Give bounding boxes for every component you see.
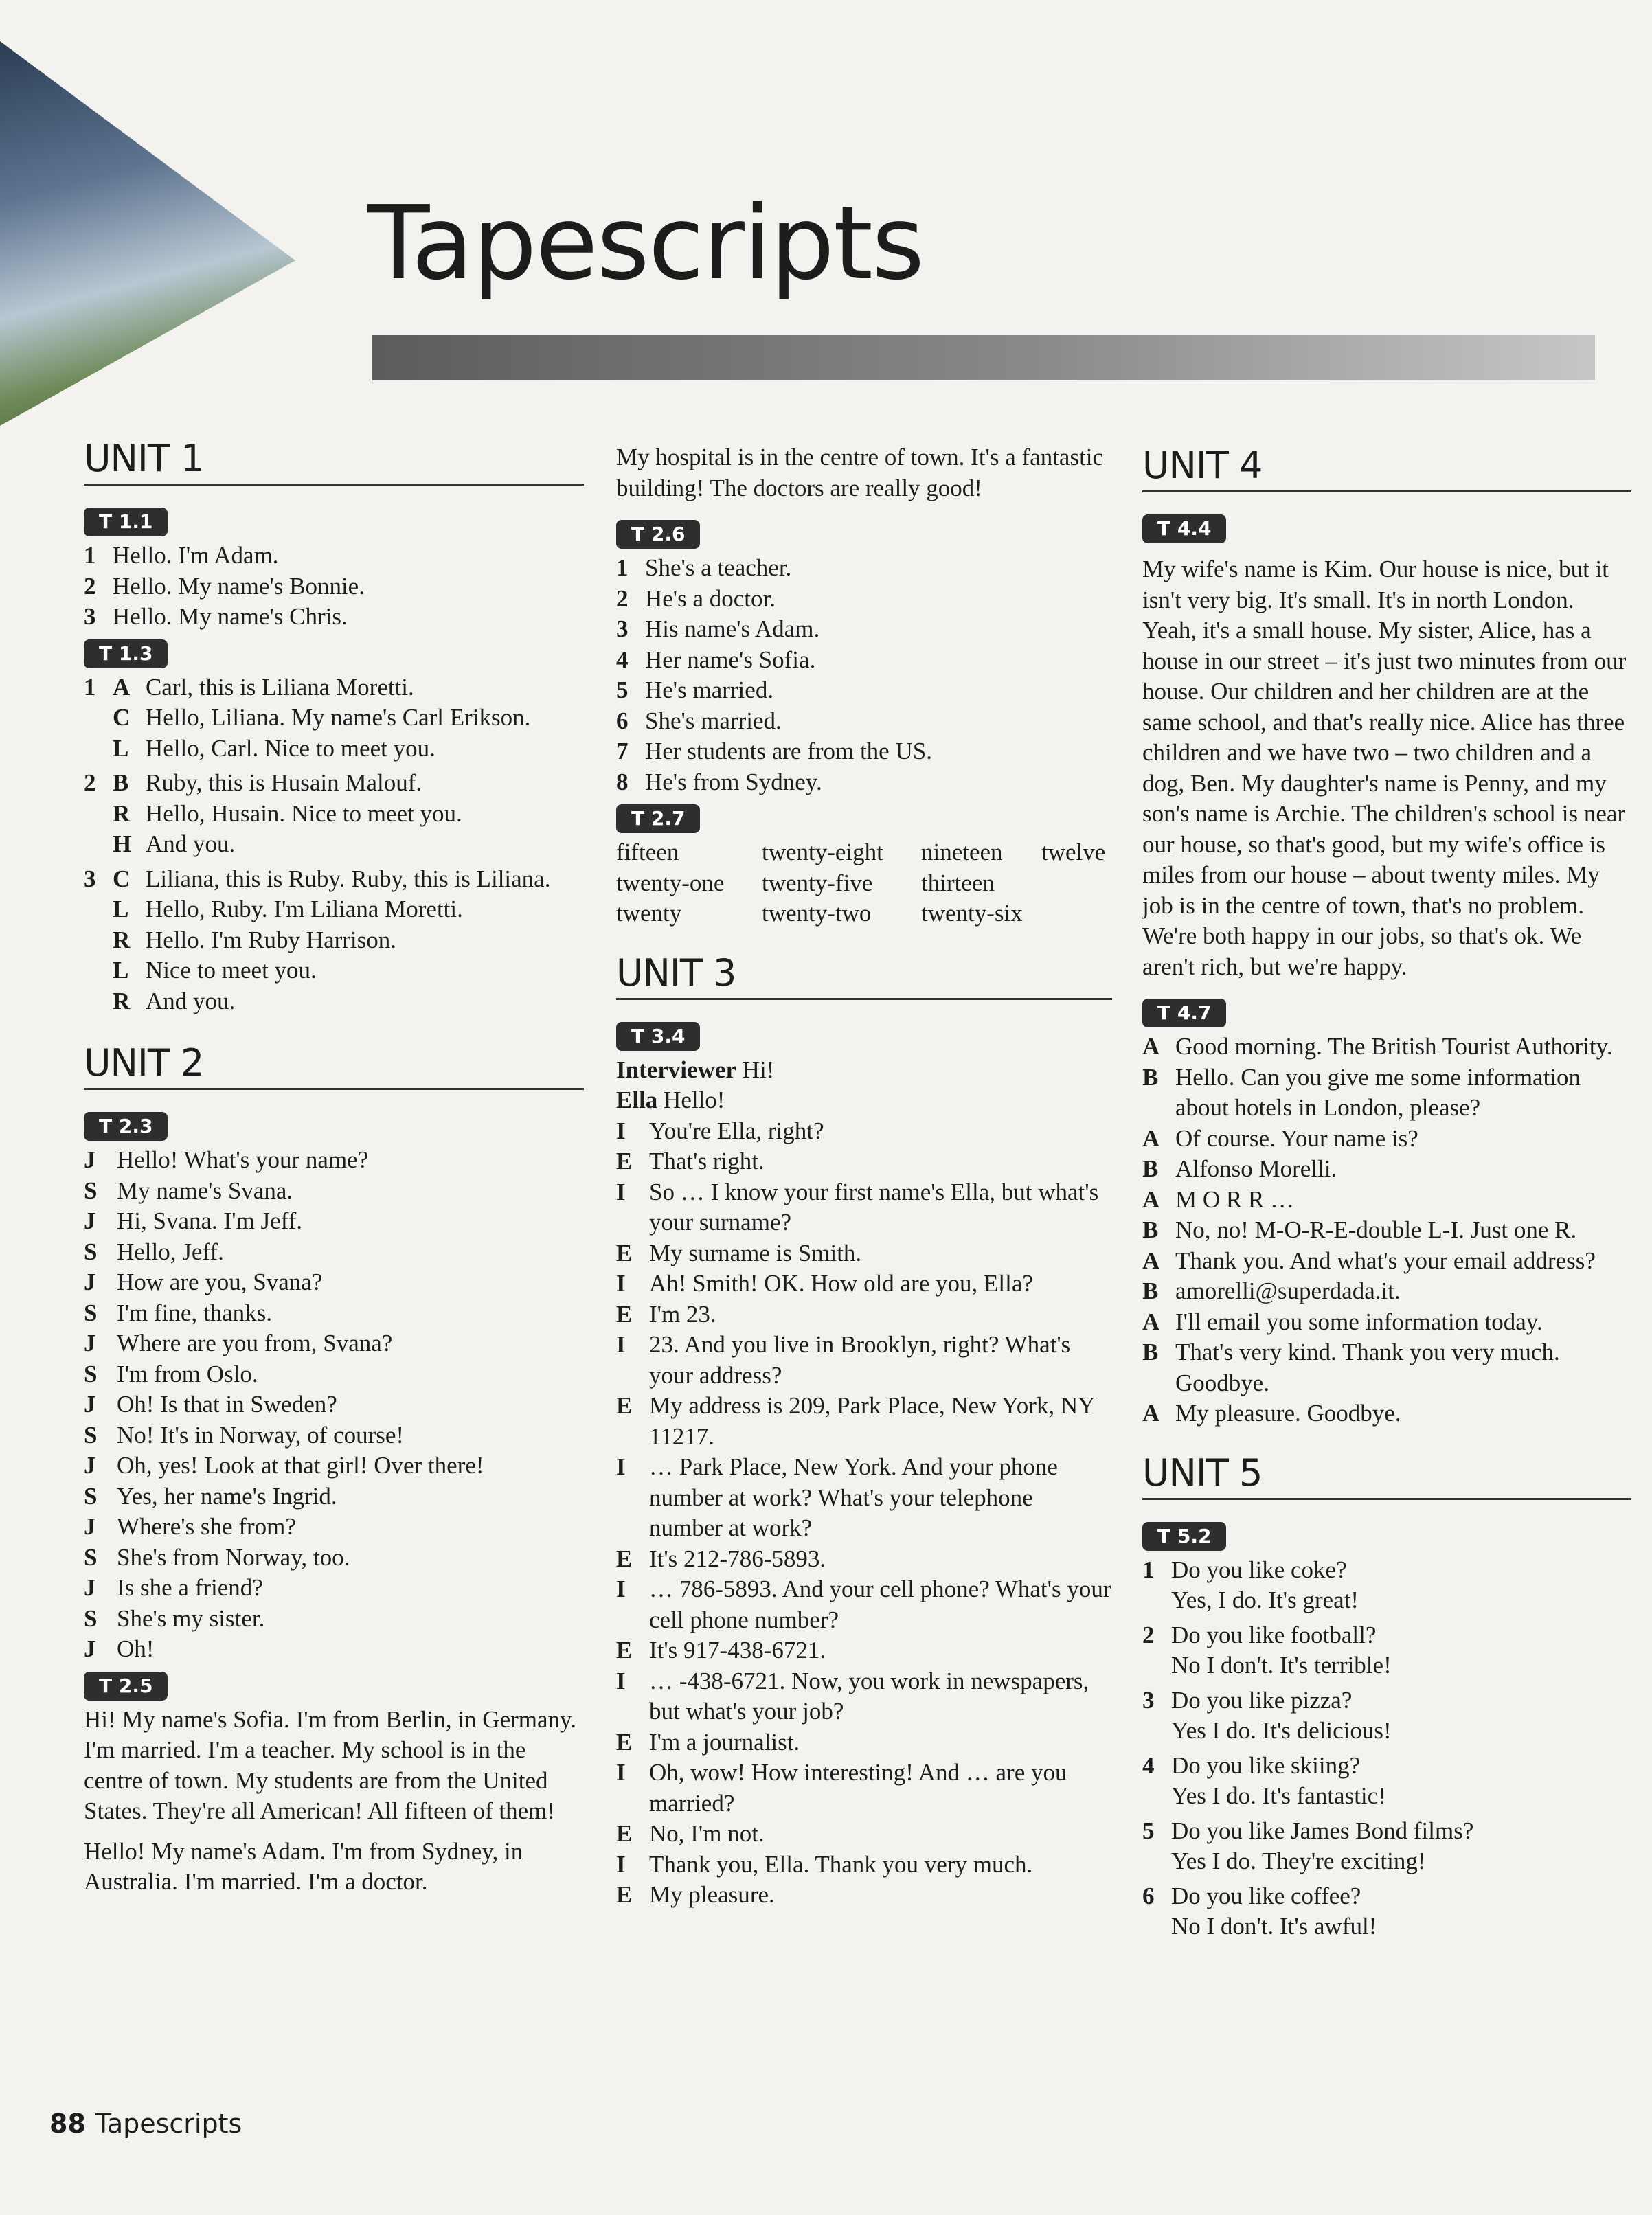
dialogue-1: 1 A Carl, this is Liliana Moretti. C Hello, Liliana. My name's Carl Erikson. L Hello, Carl. Nice to meet you.: [84, 672, 584, 764]
number-word: [1041, 898, 1124, 929]
script-line: 1 Hello. I'm Adam.: [84, 542, 279, 569]
script-line: E No, I'm not.: [616, 1820, 765, 1847]
tag-t2-7: T 2.7: [616, 804, 700, 833]
column-1: [84, 438, 584, 1907]
script-line: E I'm 23.: [616, 1300, 716, 1328]
script-line: E My address is 209, Park Place, New York, NY 11217.: [616, 1392, 1095, 1450]
script-line: R Hello, Husain. Nice to meet you.: [113, 799, 462, 827]
script-line: 3 His name's Adam.: [616, 615, 820, 642]
script-line: L Hello, Ruby. I'm Liliana Moretti.: [113, 896, 463, 922]
script-line: E My pleasure.: [616, 1881, 775, 1908]
script-line: R And you.: [113, 987, 236, 1014]
script-line: J Oh, yes! Look at that girl! Over there!: [84, 1452, 484, 1479]
tag-t1-3: T 1.3: [84, 639, 168, 668]
qa-item: 5 Do you like James Bond films? Yes I do. They're exciting!: [1142, 1817, 1474, 1874]
script-line: 2 Hello. My name's Bonnie.: [84, 572, 365, 600]
unit-3-heading: UNIT 3: [616, 953, 1112, 1000]
unit-2-heading: UNIT 2: [84, 1043, 584, 1090]
unit-1-heading: UNIT 1: [84, 438, 584, 486]
qa-item: 4 Do you like skiing? Yes I do. It's fantastic!: [1142, 1751, 1386, 1809]
script-line: J Is she a friend?: [84, 1574, 263, 1601]
script-line: C Hello, Liliana. My name's Carl Erikson.: [113, 704, 531, 731]
number-word: twenty-eight: [762, 839, 883, 865]
qa-item: 3 Do you like pizza? Yes I do. It's delicious!: [1142, 1686, 1392, 1744]
tag-t3-4: T 3.4: [616, 1022, 700, 1051]
script-line: E My surname is Smith.: [616, 1239, 862, 1266]
number-word: twenty: [616, 900, 682, 927]
script-line: J Oh! Is that in Sweden?: [84, 1391, 337, 1418]
script-line: J Where are you from, Svana?: [84, 1330, 393, 1356]
script-line: E That's right.: [616, 1148, 765, 1174]
script-line: S Hello, Jeff.: [84, 1238, 224, 1265]
script-line: J Hi, Svana. I'm Jeff.: [84, 1207, 303, 1234]
script-line: 7 Her students are from the US.: [616, 738, 932, 764]
t2-3-lines: [84, 1145, 584, 1665]
script-line: I You're Ella, right?: [616, 1117, 824, 1144]
script-line: I … 786-5893. And your cell phone? What's your cell phone number?: [616, 1576, 1111, 1633]
t4-7-lines: [1142, 1032, 1631, 1429]
tag-t2-3: T 2.3: [84, 1112, 168, 1141]
t2-6-lines: [616, 553, 1112, 797]
script-line: S She's from Norway, too.: [84, 1543, 350, 1571]
script-line: I … Park Place, New York. And your phone number at work? What's your telephone number at work?: [616, 1453, 1058, 1541]
number-word: thirteen: [921, 869, 995, 896]
script-line: L Hello, Carl. Nice to meet you.: [113, 734, 435, 762]
tag-t4-4: T 4.4: [1142, 514, 1226, 543]
page-number: 88: [49, 2109, 86, 2139]
script-line: A I'll email you some information today.: [1142, 1308, 1543, 1335]
tag-t2-6: T 2.6: [616, 520, 700, 549]
script-line: J Hello! What's your name?: [84, 1146, 369, 1173]
script-line: B Ruby, this is Husain Malouf.: [113, 769, 422, 796]
t2-7-numbers: [616, 837, 1112, 929]
script-line: A Good morning. The British Tourist Authority.: [1142, 1033, 1613, 1060]
script-line: B Hello. Can you give me some information about hotels in London, please?: [1142, 1063, 1581, 1121]
qa-item: 1 Do you like coke? Yes, I do. It's great!: [1142, 1556, 1359, 1613]
script-line: J Where's she from?: [84, 1513, 296, 1540]
footer-label: Tapescripts: [95, 2109, 242, 2139]
script-line: Ella Hello!: [616, 1087, 725, 1113]
script-line: B amorelli@superdada.it.: [1142, 1277, 1401, 1304]
dialogue-2: 2 B Ruby, this is Husain Malouf. R Hello, Husain. Nice to meet you. H And you.: [84, 768, 584, 860]
script-line: A Thank you. And what's your email address?: [1142, 1247, 1596, 1274]
script-line: 4 Her name's Sofia.: [616, 646, 816, 673]
script-line: B No, no! M-O-R-E-double L-I. Just one R.: [1142, 1216, 1577, 1243]
number-word: twelve: [1041, 839, 1106, 865]
script-line: J How are you, Svana?: [84, 1269, 323, 1295]
script-line: S She's my sister.: [84, 1604, 265, 1632]
title-bar: [372, 335, 1595, 380]
tag-t2-5: T 2.5: [84, 1672, 168, 1701]
script-line: I … -438-6721. Now, you work in newspapers, but what's your job?: [616, 1667, 1089, 1725]
script-line: S I'm from Oslo.: [84, 1360, 258, 1387]
script-line: S I'm fine, thanks.: [84, 1299, 272, 1326]
script-line: E It's 212-786-5893.: [616, 1545, 826, 1572]
script-line: R Hello. I'm Ruby Harrison.: [113, 926, 397, 953]
script-line: I Ah! Smith! OK. How old are you, Ella?: [616, 1270, 1033, 1297]
t2-5-paragraph-adam-continued: My hospital is in the centre of town. It's a fantastic building! The doctors are really good!: [616, 444, 1104, 501]
tag-t4-7: T 4.7: [1142, 999, 1226, 1027]
script-line: S No! It's in Norway, of course!: [84, 1421, 405, 1449]
script-line: 8 He's from Sydney.: [616, 768, 822, 795]
script-line: S My name's Svana.: [84, 1177, 293, 1204]
script-line: S Yes, her name's Ingrid.: [84, 1482, 337, 1510]
script-line: B Alfonso Morelli.: [1142, 1155, 1337, 1182]
page-footer: [49, 2109, 242, 2139]
number-word: twenty-one: [616, 869, 725, 896]
script-line: 1 She's a teacher.: [616, 554, 792, 581]
number-word: twenty-five: [762, 869, 873, 896]
script-line: I Thank you, Ella. Thank you very much.: [616, 1850, 1033, 1878]
number-word: fifteen: [616, 839, 679, 865]
script-line: A Of course. Your name is?: [1142, 1124, 1418, 1152]
script-line: 3 Hello. My name's Chris.: [84, 603, 348, 630]
number-word: twenty-two: [762, 900, 872, 927]
t3-4-intro: [616, 1055, 1112, 1116]
tag-t1-1: T 1.1: [84, 508, 168, 536]
road-landscape-photo: [0, 41, 295, 426]
t2-5-paragraph-sofia: Hi! My name's Sofia. I'm from Berlin, in Germany. I'm married. I'm a teacher. My school is in the centre of town. My students are from the United States. They're all American! All fifteen of them!: [84, 1705, 577, 1824]
t3-4-lines: [616, 1116, 1112, 1911]
qa-item: 6 Do you like coffee? No I don't. It's awful!: [1142, 1882, 1377, 1940]
column-2: [616, 442, 1112, 1911]
script-line: 2 He's a doctor.: [616, 584, 776, 612]
script-line: I So … I know your first name's Ella, but what's your surname?: [616, 1178, 1099, 1236]
unit-5-heading: UNIT 5: [1142, 1453, 1631, 1500]
t2-5-paragraph-adam: Hello! My name's Adam. I'm from Sydney, in Australia. I'm married. I'm a doctor.: [84, 1837, 523, 1895]
script-line: A My pleasure. Goodbye.: [1142, 1400, 1401, 1427]
script-line: C Liliana, this is Ruby. Ruby, this is Liliana.: [113, 865, 551, 892]
script-line: I 23. And you live in Brooklyn, right? What's your address?: [616, 1331, 1071, 1389]
number-word: nineteen: [921, 839, 1003, 865]
script-line: A M O R R …: [1142, 1185, 1295, 1213]
script-line: E I'm a journalist.: [616, 1728, 800, 1756]
script-line: L Nice to meet you.: [113, 957, 317, 984]
tag-t5-2: T 5.2: [1142, 1522, 1226, 1551]
script-line: B That's very kind. Thank you very much. Goodbye.: [1142, 1339, 1560, 1396]
script-line: A Carl, this is Liliana Moretti.: [113, 673, 414, 701]
script-line: J Oh!: [84, 1635, 155, 1662]
script-line: H And you.: [113, 830, 236, 857]
script-line: I Oh, wow! How interesting! And … are you married?: [616, 1759, 1067, 1817]
t1-1-lines: [84, 541, 584, 633]
t5-2-items: [1142, 1555, 1631, 1942]
column-3: [1142, 445, 1631, 1946]
script-line: Interviewer Hi!: [616, 1056, 775, 1083]
page-title: Tapescripts: [367, 184, 924, 302]
number-word: twenty-six: [921, 900, 1023, 927]
script-line: 5 He's married.: [616, 677, 774, 703]
qa-item: 2 Do you like football? No I don't. It's terrible!: [1142, 1621, 1392, 1679]
dialogue-3: 3 C Liliana, this is Ruby. Ruby, this is Liliana. L Hello, Ruby. I'm Liliana Moretti. R Hello. I'm Ruby Harrison. L Nice to meet you. R And you.: [84, 864, 584, 1017]
number-word: [1041, 868, 1124, 899]
t4-4-paragraph: My wife's name is Kim. Our house is nice, but it isn't very big. It's small. It's in north London. Yeah, it's a small house. My sister, Alice, has a house in our street – it's just two minutes from our house. Our children and her children are at the same school, and that's really nice. Alice has three children and we have two – two children and a dog, Ben. My daughter's name is Penny, and my son's name is Archie. The children's school is near our house, so that's good, but my wife's office is miles from our house – about twenty miles. My job is in the centre of town, that's no problem. We're both happy in our jobs, so that's ok. We aren't rich, but we're happy.: [1142, 556, 1627, 980]
unit-4-heading: UNIT 4: [1142, 445, 1631, 492]
script-line: E It's 917-438-6721.: [616, 1637, 826, 1663]
script-line: 6 She's married.: [616, 707, 782, 734]
